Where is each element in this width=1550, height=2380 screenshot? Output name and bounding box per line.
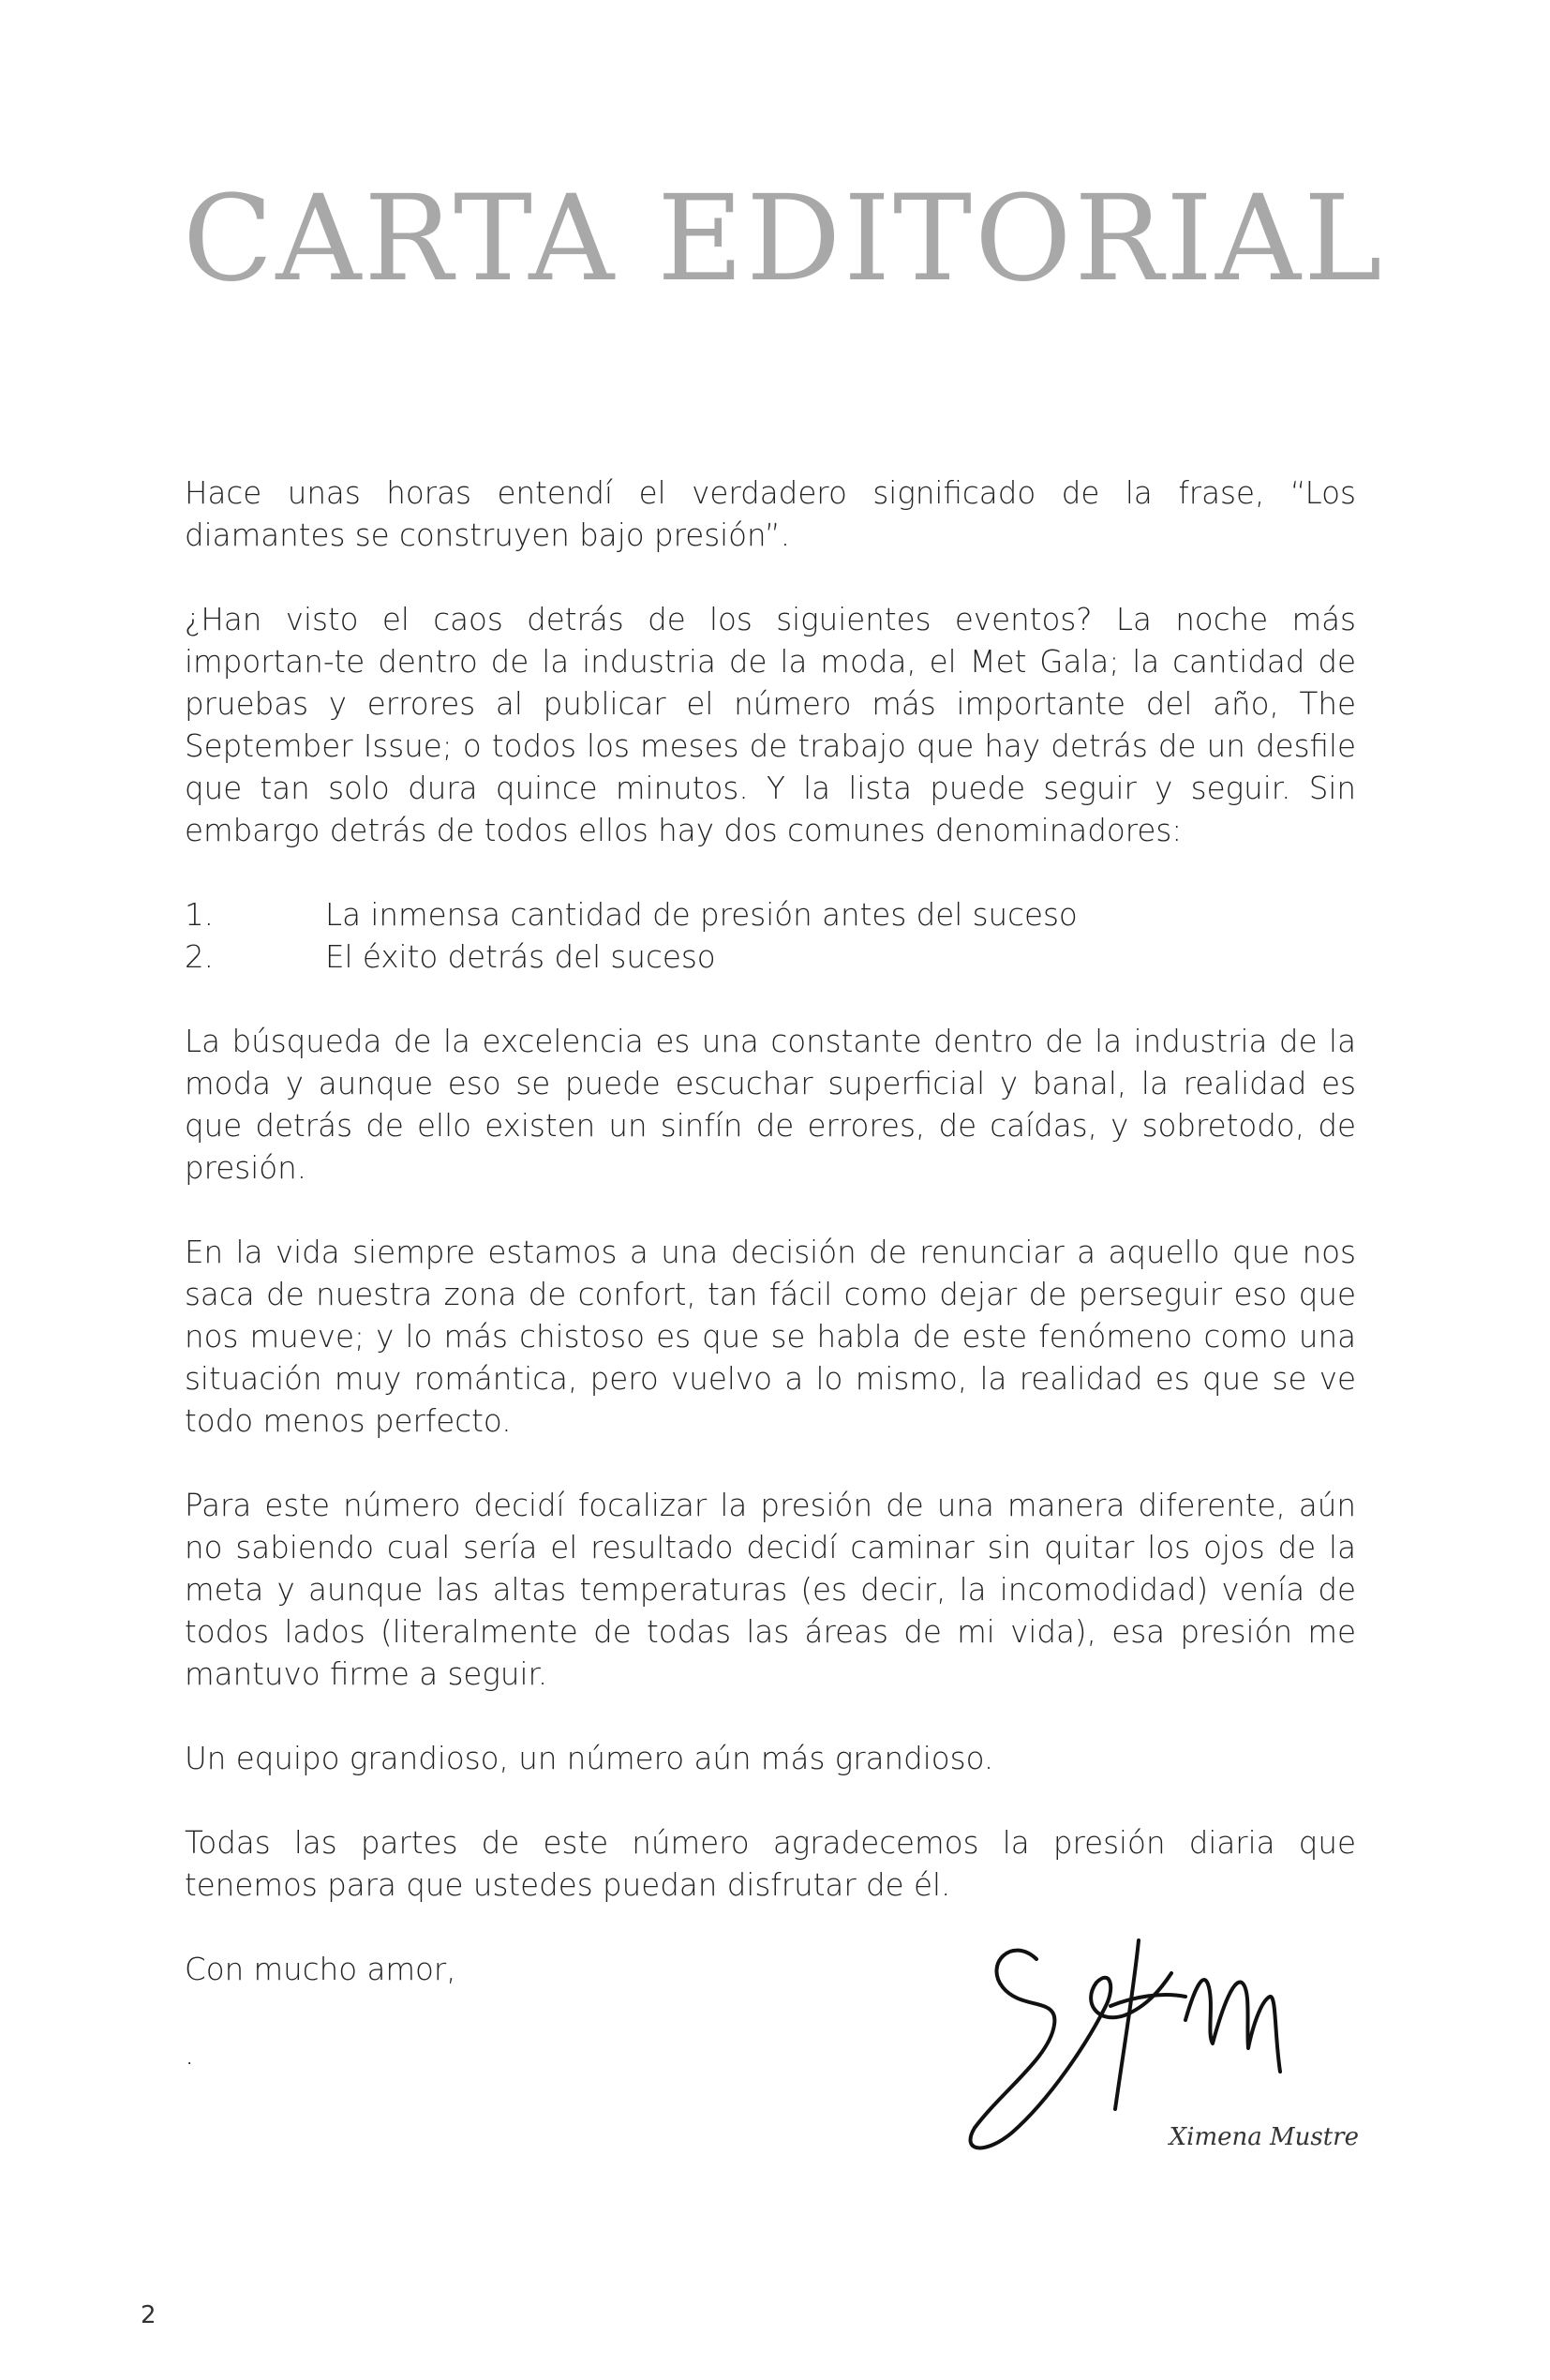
page-title: CARTA EDITORIAL [183, 170, 1385, 307]
list-item-number: 2. [185, 939, 215, 975]
list-item-number: 1. [185, 897, 215, 933]
paragraph-1: Hace unas horas entendí el verdadero significado de la frase, “Los diamantes se construyen bajo presión”. [185, 475, 1356, 553]
signer-name: Ximena Mustre [1169, 2123, 1359, 2151]
closing-dot: . [185, 2036, 195, 2072]
signature-stroke [971, 1951, 1171, 2148]
page-number: 2 [141, 2301, 156, 2329]
signature-stroke-3 [1185, 1980, 1280, 2072]
letter-body [185, 472, 1356, 2118]
paragraph-2: ¿Han visto el caos detrás de los siguientes eventos? La noche más importan-te dentro de la industria de la moda, el Met Gala; la cantidad de pruebas y errores al publicar el número más importante del año, The September Issue; o todos los meses de trabajo que hay detrás de un desfile que tan solo dura quince minutos. Y la lista puede seguir y seguir. Sin embargo detrás de todos ellos hay dos comunes denominadores: [185, 602, 1356, 848]
paragraph-6: Un equipo grandioso, un número aún más grandioso. [185, 1741, 994, 1776]
list-item-text: La inmensa cantidad de presión antes del suceso [325, 897, 1078, 933]
numbered-list [185, 894, 1356, 979]
list-item-text: El éxito detrás del suceso [325, 939, 716, 975]
list-item [185, 894, 1356, 936]
signature-stroke-2 [1110, 1940, 1185, 2109]
paragraph-3: La búsqueda de la excelencia es una constante dentro de la industria de la moda y aunque eso se puede escuchar superficial y banal, la realidad es que detrás de ello existen un sinfín de errores, de caídas, y sobretodo, de presión. [185, 1024, 1356, 1186]
closing-text: Con mucho amor, [185, 1952, 456, 1987]
paragraph-7: Todas las partes de este número agradecemos la presión diaria que tenemos para que ustedes puedan disfrutar de él. [185, 1825, 1356, 1903]
list-item [185, 936, 1356, 979]
paragraph-4: En la vida siempre estamos a una decisión de renunciar a aquello que nos saca de nuestra zona de confort, tan fácil como dejar de perseguir eso que nos mueve; y lo más chistoso es que se habla de este fenómeno como una situación muy romántica, pero vuelvo a lo mismo, la realidad es que se ve todo menos perfecto. [185, 1235, 1356, 1439]
paragraph-5: Para este número decidí focalizar la presión de una manera diferente, aún no sabiendo cual sería el resultado decidí caminar sin quitar los ojos de la meta y aunque las altas temperaturas (es decir, la incomodidad) venía de todos lados (literalmente de todas las áreas de mi vida), esa presión me mantuvo firme a seguir. [185, 1488, 1356, 1692]
